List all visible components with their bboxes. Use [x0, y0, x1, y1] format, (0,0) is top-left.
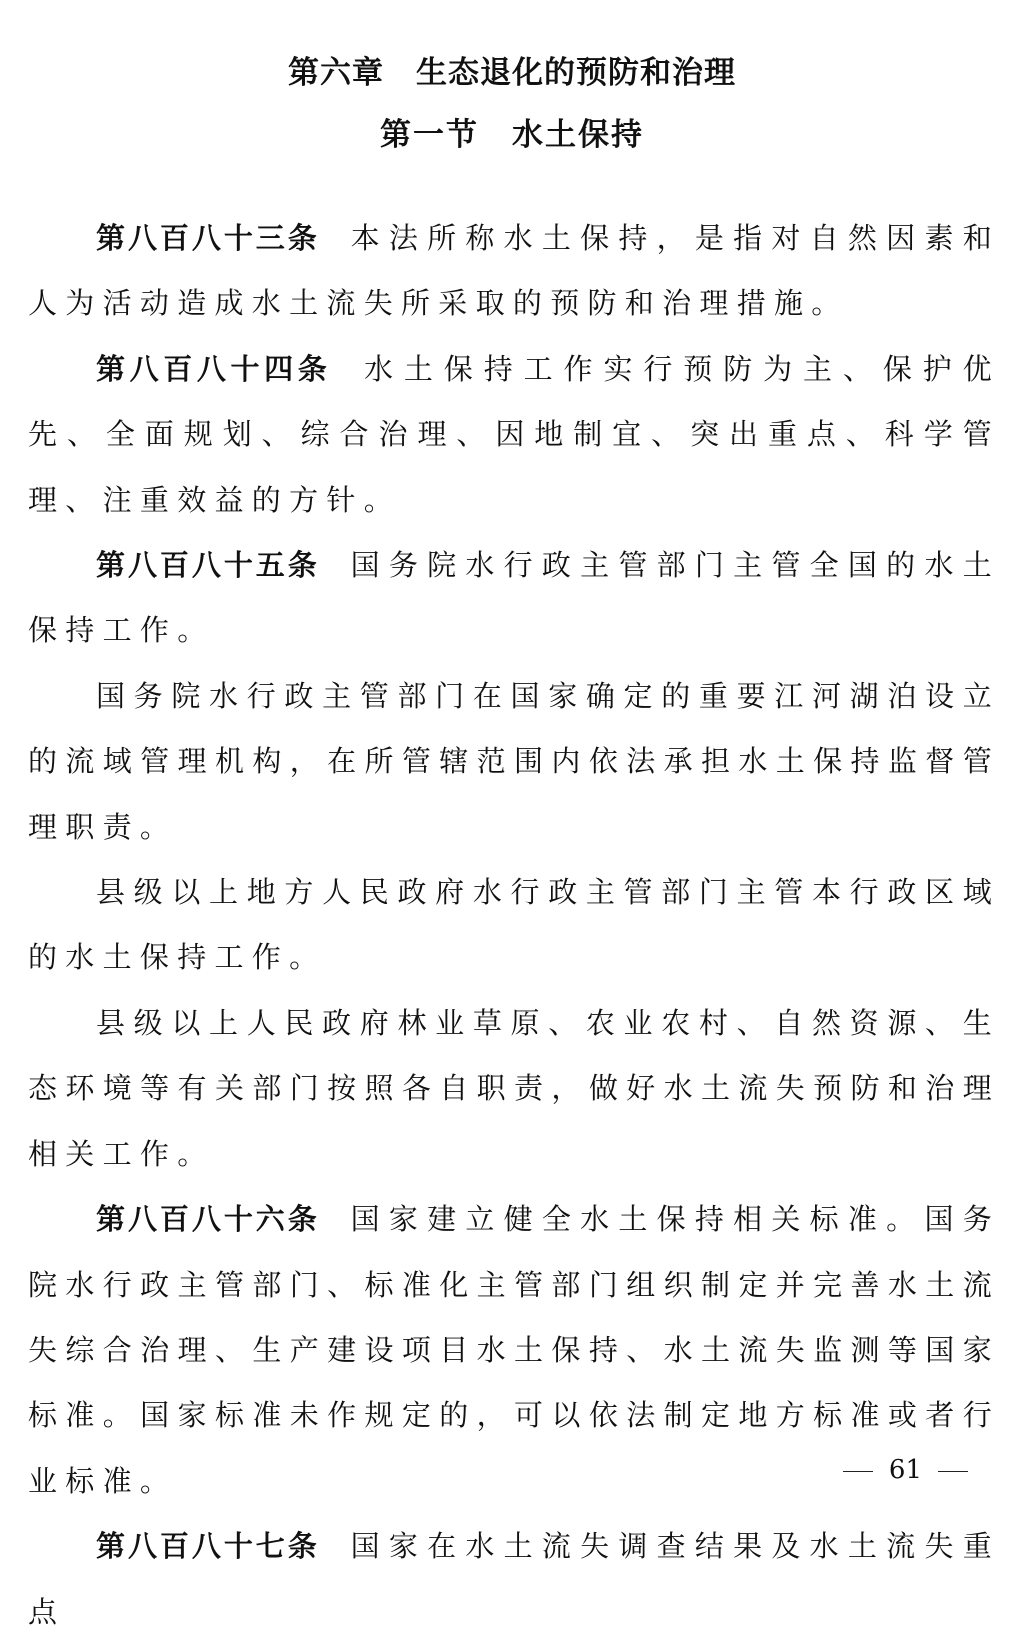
footer-dash-right	[938, 1471, 968, 1472]
paragraph-text: 县级以上人民政府林业草原、农业农村、自然资源、生态环境等有关部门按照各自职责，做好水土流失预防和治理相关工作。	[28, 1005, 1000, 1171]
paragraph-text: 国家在水土流失调查结果及水土流失重点	[28, 1529, 1000, 1629]
paragraph-text: 国家建立健全水土保持相关标准。国务院水行政主管部门、标准化主管部门组织制定并完善水土流失综合治理、生产建设项目水土保持、水土流失监测等国家标准。国家标准未作规定的，可以依法制定地方标准或者行业标准。	[28, 1202, 1000, 1498]
article-number: 第八百八十六条	[96, 1202, 320, 1237]
article-number: 第八百八十四条	[96, 351, 332, 386]
document-body	[28, 206, 1000, 1645]
paragraph-text: 水土保持工作实行预防为主、保护优先、全面规划、综合治理、因地制宜、突出重点、科学管理、注重效益的方针。	[28, 351, 1000, 517]
section-title	[0, 106, 1024, 164]
article-paragraph	[28, 206, 1000, 337]
article-paragraph	[28, 533, 1000, 664]
article-paragraph	[28, 337, 1000, 533]
paragraph	[28, 664, 1000, 860]
paragraph-text: 国务院水行政主管部门在国家确定的重要江河湖泊设立的流域管理机构，在所管辖范围内依法承担水土保持监督管理职责。	[28, 678, 1000, 844]
article-number: 第八百八十五条	[96, 548, 320, 583]
paragraph-text: 县级以上地方人民政府水行政主管部门主管本行政区域的水土保持工作。	[28, 875, 1000, 975]
chapter-title	[0, 44, 1024, 102]
page-number: 61	[888, 1455, 922, 1485]
chapter-title-text: 第六章 生态退化的预防和治理	[288, 55, 736, 91]
article-number: 第八百八十七条	[96, 1529, 320, 1564]
paragraph-text: 本法所称水土保持，是指对自然因素和人为活动造成水土流失所采取的预防和治理措施。	[28, 221, 1000, 321]
footer-dash-left	[843, 1471, 873, 1472]
section-title-text: 第一节 水土保持	[380, 117, 644, 153]
page-footer	[0, 1450, 1024, 1490]
paragraph	[28, 991, 1000, 1187]
paragraph	[28, 860, 1000, 991]
article-paragraph	[28, 1514, 1000, 1645]
article-number: 第八百八十三条	[96, 221, 320, 255]
paragraph-text: 国务院水行政主管部门主管全国的水土保持工作。	[28, 548, 1000, 648]
